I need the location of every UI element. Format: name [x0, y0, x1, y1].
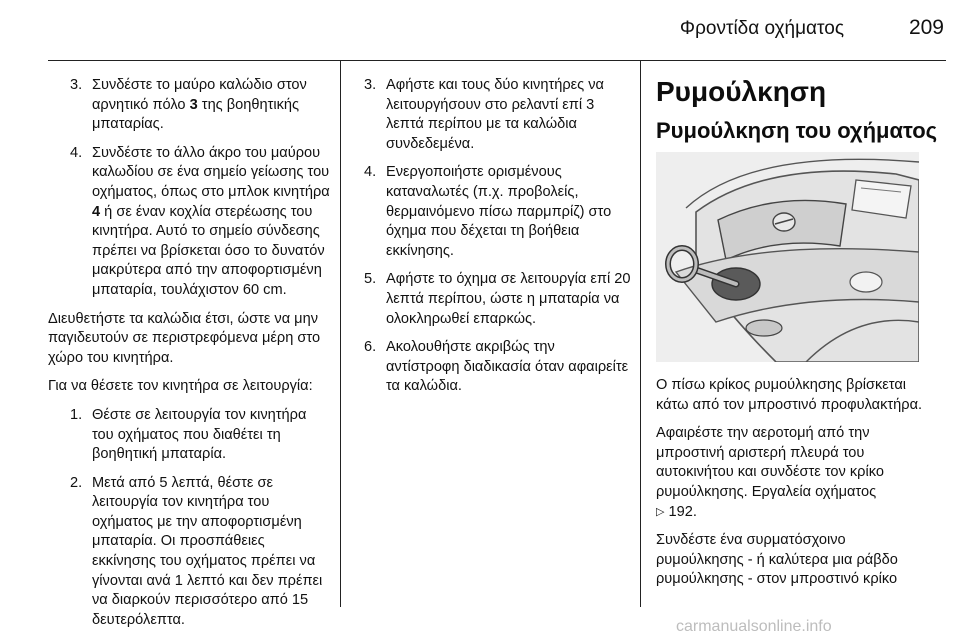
towing-eye-illustration [656, 152, 919, 362]
page-number: 209 [908, 16, 944, 39]
column-divider-2 [640, 61, 641, 607]
header-rule [48, 60, 946, 61]
car-front-towing-eye-icon [656, 152, 919, 362]
step-number: 4. [70, 144, 83, 161]
step-text: Μετά από 5 λεπτά, θέστε σε λειτουργία τον κινητήρα του οχήματος με την αποφορτισμένη μπαταρία. Οι προσπάθειες εκκίνησης του οχήματος πρέπει να γίνονται ανά 1 λεπτό και δεν πρέπει να διαρκούν περισσότερο από 15 δευτερόλεπτα. [92, 474, 323, 628]
step-3 [364, 76, 632, 154]
page-reference-arrow-icon: ▷ [656, 505, 665, 518]
column-3-text [656, 376, 932, 599]
paragraph-rear-towing-eye: Ο πίσω κρίκος ρυμούλκησης βρίσκεται κάτω από τον μπροστινό προφυλακτήρα. [656, 377, 923, 413]
watermark: carmanualsonline.info [676, 618, 832, 635]
step-text: Συνδέστε το μαύρο καλώδιο στον αρνητικό πόλο 3 της βοηθητικής μπαταρίας. [92, 77, 307, 133]
page-reference: 192. [664, 503, 697, 520]
paragraph-remove-cover: Αφαιρέστε την αεροτομή από την μπροστινή αριστερή πλευρά του αυτοκινήτου και συνδέστε τον κρίκο ρυμούλκησης. Εργαλεία οχήματος ▷ 192. [656, 424, 932, 522]
step-text: Ακολουθήστε ακριβώς την αντίστροφη διαδικασία όταν αφαιρείτε τα καλώδια. [386, 339, 629, 395]
step-3 [70, 76, 330, 135]
paragraph-start-engine: Για να θέσετε τον κινητήρα σε λειτουργία: [48, 378, 313, 395]
column-divider-1 [340, 61, 341, 607]
step-5 [364, 270, 632, 329]
step-4 [364, 163, 632, 261]
step-text: Θέστε σε λειτουργία τον κινητήρα του οχήματος που διαθέτει τη βοηθητική μπαταρία. [92, 406, 307, 463]
column-1 [48, 76, 330, 639]
step-text: Συνδέστε το άλλο άκρο του μαύρου καλωδίου σε ένα σημείο γείωσης του οχήματος, όπως στο μπλοκ κινητήρα 4 ή σε έναν κοχλία στερέωσης του κινητήρα. Αυτό το σημείο σύνδεσης πρέπει να βρίσκεται όσο το δυνατόν μακρύτερα από την αποφορτισμένη μπαταρία, τουλάχιστον 60 cm. [92, 144, 330, 298]
column-2 [364, 76, 632, 406]
step-number: 4. [364, 164, 377, 181]
subsection-heading-towing-vehicle: Ρυμούλκηση του οχήματος [656, 118, 938, 143]
step-4 [70, 144, 330, 301]
step-text: Αφήστε το όχημα σε λειτουργία επί 20 λεπτά περίπου, ώστε η μπαταρία να ολοκληρωθεί επαρκώς. [386, 271, 631, 327]
step-6 [364, 338, 632, 397]
step-number: 6. [364, 339, 377, 356]
substep-2 [70, 474, 330, 631]
step-text: Ενεργοποιήστε ορισμένους καταναλωτές (π.χ. προβολείς, θερμαινόμενο πίσω παρμπρίζ) στο όχημα που δέχεται τη βοήθεια εκκίνησης. [386, 164, 612, 259]
substep-1 [70, 406, 330, 465]
step-number: 2. [70, 474, 83, 491]
page-header-title: Φροντίδα οχήματος [679, 18, 844, 39]
step-number: 3. [70, 77, 83, 93]
section-heading-towing: Ρυμούλκηση [656, 76, 827, 107]
paragraph-cables: Διευθετήστε τα καλώδια έτσι, ώστε να μην παγιδευτούν σε περιστρεφόμενα μέρη στο χώρο του κινητήρα. [48, 310, 321, 366]
step-number: 3. [364, 77, 377, 93]
step-number: 1. [70, 406, 83, 423]
paragraph-tow-rope: Συνδέστε ένα συρματόσχοινο ρυμούλκησης - ή καλύτερα μια ράβδο ρυμούλκησης - στον μπροστινό κρίκο [656, 532, 898, 588]
step-number: 5. [364, 271, 377, 288]
step-text: Αφήστε και τους δύο κινητήρες να λειτουργήσουν στο ρελαντί επί 3 λεπτά περίπου με τα καλώδια συνδεδεμένα. [386, 77, 604, 152]
